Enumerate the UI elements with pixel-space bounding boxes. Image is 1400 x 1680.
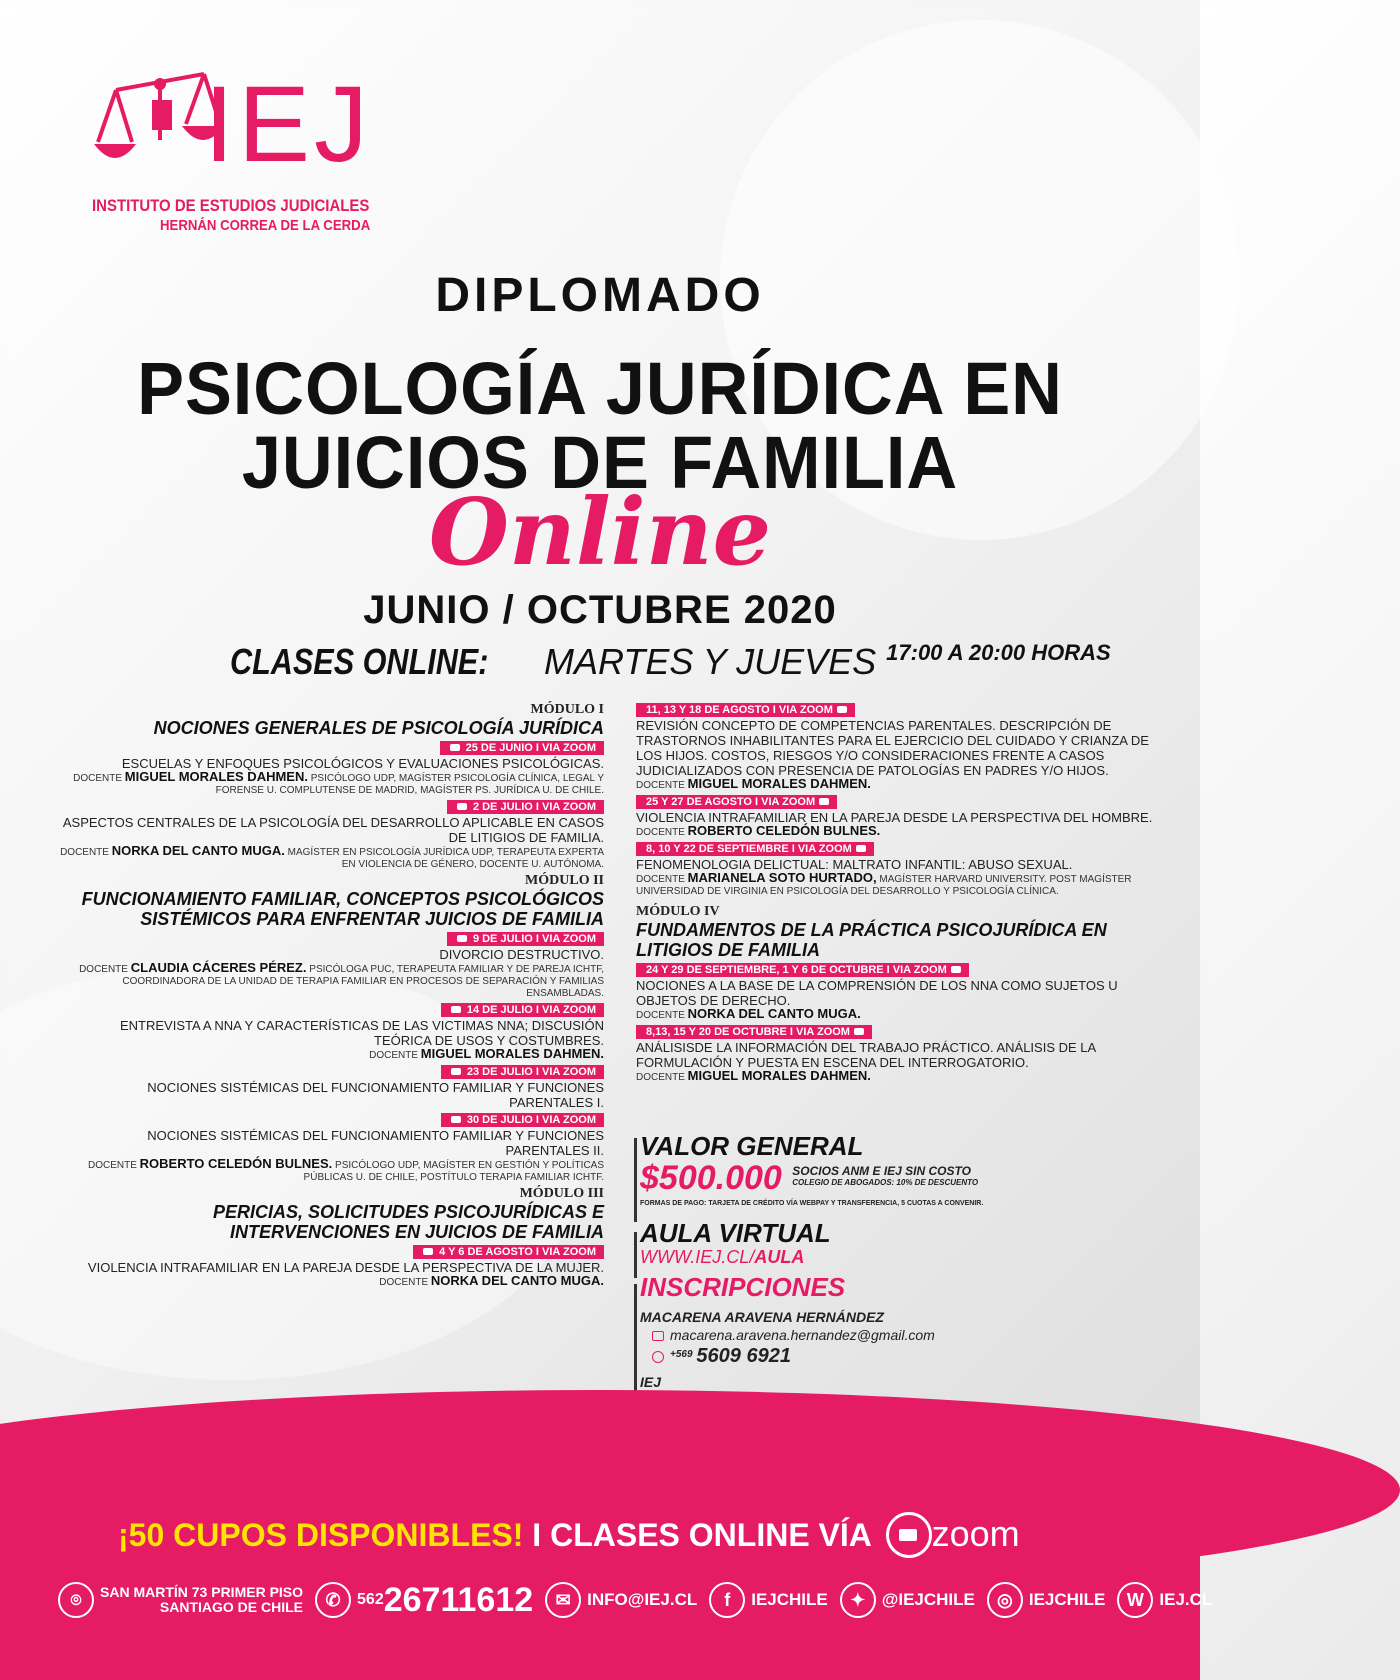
session-description: NOCIONES SISTÉMICAS DEL FUNCIONAMIENTO FAMILIAR Y FUNCIONES PARENTALES I.: [147, 1080, 604, 1110]
facebook-link[interactable]: f IEJCHILE: [709, 1582, 828, 1618]
session-date-tag: 8, 10 Y 22 DE SEPTIEMBRE I VIA ZOOM: [636, 842, 874, 856]
twitter-icon: ✦: [840, 1582, 876, 1618]
session-date-tag: 24 Y 29 DE SEPTIEMBRE, 1 Y 6 DE OCTUBRE I VIA ZOOM: [636, 963, 969, 977]
camera-icon: [457, 935, 467, 942]
facebook-icon: f: [709, 1582, 745, 1618]
session-description: ASPECTOS CENTRALES DE LA PSICOLOGÍA DEL DESARROLLO APLICABLE EN CASOS DE LITIGIOS DE FAMILIA.: [62, 815, 604, 845]
footer-contact-bar: [58, 1570, 1213, 1630]
session-teacher: DOCENTE NORKA DEL CANTO MUGA.: [636, 1006, 861, 1021]
camera-icon: [457, 803, 467, 810]
program-title-line2: JUICIOS DE FAMILIA: [241, 421, 959, 504]
program-title-line1: PSICOLOGÍA JURÍDICA EN: [137, 347, 1063, 430]
camera-icon: [819, 798, 829, 805]
session-teacher: DOCENTE NORKA DEL CANTO MUGA. MAGÍSTER EN PSICOLOGÍA JURÍDICA UDP, TERAPEUTA EXPERTA EN VIOLENCIA DE GÉNERO, DOCENTE U. AUTÓNOMA.: [60, 843, 604, 870]
price-notes: [792, 1164, 978, 1187]
contact-name: MACARENA ARAVENA HERNÁNDEZ: [640, 1309, 884, 1325]
pricing-and-registration: [640, 1132, 1060, 1433]
schedule-hours: 17:00 A 20:00 HORAS: [886, 640, 1111, 665]
session-description: NOCIONES SISTÉMICAS DEL FUNCIONAMIENTO FAMILIAR Y FUNCIONES PARENTALES II.: [147, 1128, 604, 1158]
session-date-tag: 8,13, 15 Y 20 DE OCTUBRE I VIA ZOOM: [636, 1025, 872, 1039]
phone-icon: ✆: [315, 1582, 351, 1618]
program-type: DIPLOMADO: [435, 269, 765, 322]
program-dates: JUNIO / OCTUBRE 2020: [363, 588, 837, 632]
online-script: Online: [428, 478, 772, 586]
address: ⌾ SAN MARTÍN 73 PRIMER PISO SANTIAGO DE CHILE: [58, 1582, 303, 1618]
divider: [634, 1232, 637, 1278]
session-teacher: DOCENTE MIGUEL MORALES DAHMEN.: [636, 776, 871, 791]
session-date-tag: 25 DE JUNIO I VIA ZOOM: [440, 741, 604, 755]
class-schedule: [230, 640, 1111, 683]
camera-icon: [450, 744, 460, 751]
camera-icon: [854, 1028, 864, 1035]
institute-founder: HERNÁN CORREA DE LA CERDA: [160, 217, 371, 234]
modules-left-column: [60, 700, 604, 1289]
module-title: FUNDAMENTOS DE LA PRÁCTICA PSICOJURÍDICA EN LITIGIOS DE FAMILIA: [636, 920, 1107, 960]
session-description: ESCUELAS Y ENFOQUES PSICOLÓGICOS Y EVALUACIONES PSICOLÓGICAS.: [121, 756, 604, 771]
phone[interactable]: ✆ 562 26711612: [315, 1581, 533, 1620]
camera-icon: [856, 845, 866, 852]
module-label: MÓDULO II: [525, 873, 604, 888]
contact-phone-row[interactable]: $^{+569}$ 5609 6921: [652, 1345, 1060, 1368]
zoom-wordmark: zoom: [931, 1513, 1020, 1554]
session-description: NOCIONES A LA BASE DE LA COMPRENSIÓN DE LOS NNA COMO SUJETOS U OBJETOS DE DERECHO.: [636, 978, 1118, 1008]
session-date-tag: 4 Y 6 DE AGOSTO I VIA ZOOM: [413, 1245, 604, 1259]
schedule-days: MARTES Y JUEVES: [534, 641, 887, 682]
session-date-tag: 30 DE JULIO I VIA ZOOM: [441, 1113, 604, 1127]
camera-icon: [451, 1116, 461, 1123]
camera-icon: [451, 1006, 461, 1013]
price-heading: VALOR GENERAL: [640, 1131, 864, 1161]
price-value: $500.000: [640, 1159, 782, 1197]
mail-icon: ✉: [545, 1582, 581, 1618]
zoom-icon: [886, 1512, 932, 1558]
mail-icon: [652, 1331, 664, 1341]
session-teacher: DOCENTE MIGUEL MORALES DAHMEN. PSICÓLOGO UDP, MAGÍSTER PSICOLOGÍA CLÍNICA, LEGAL Y FORENSE U. COMPLUTENSE DE MADRID, MAGÍSTER PS. JURÍDICA U. DE CHILE.: [73, 769, 604, 796]
camera-icon: [451, 1068, 461, 1075]
session-date-tag: 14 DE JULIO I VIA ZOOM: [441, 1003, 604, 1017]
camera-icon: [837, 706, 847, 713]
session-description: VIOLENCIA INTRAFAMILIAR EN LA PAREJA DESDE LA PERSPECTIVA DE LA MUJER.: [87, 1260, 604, 1275]
footer-band: [0, 1440, 1200, 1680]
module-title: FUNCIONAMIENTO FAMILIAR, CONCEPTOS PSICOLÓGICOS SISTÉMICOS PARA ENFRENTAR JUICIOS DE FAMILIA: [81, 889, 604, 929]
session-date-tag: 23 DE JULIO I VIA ZOOM: [441, 1065, 604, 1079]
module-title: PERICIAS, SOLICITUDES PSICOJURÍDICAS E INTERVENCIONES EN JUICIOS DE FAMILIA: [212, 1202, 604, 1242]
session-description: REVISIÓN CONCEPTO DE COMPETENCIAS PARENTALES. DESCRIPCIÓN DE TRASTORNOS INHABILITANTES PARA EL EJERCICIO DEL CUIDADO Y CRIANZA DE LOS HIJOS. COSTOS, RIESGOS Y/O CONSIDERACIONES FRENTE A CASOS JUDICIALIZADOS CON PRESENCIA DE PATOLOGÍAS EN PADRES Y/O HIJOS.: [636, 718, 1149, 778]
session-description: VIOLENCIA INTRAFAMILIAR EN LA PAREJA DESDE LA PERSPECTIVA DEL HOMBRE.: [636, 810, 1153, 825]
session-description: ANÁLISISDE LA INFORMACIÓN DEL TRABAJO PRÁCTICO. ANÁLISIS DE LA FORMULACIÓN Y PUESTA EN ESCENA DEL INTERROGATORIO.: [636, 1040, 1096, 1070]
wikipedia-icon: W: [1117, 1582, 1153, 1618]
institute-name: INSTITUTO DE ESTUDIOS JUDICIALES: [92, 196, 370, 215]
session-date-tag: 11, 13 Y 18 DE AGOSTO I VIA ZOOM: [636, 703, 855, 717]
camera-icon: [423, 1248, 433, 1255]
session-teacher: DOCENTE MIGUEL MORALES DAHMEN.: [369, 1046, 604, 1061]
divider: [634, 1138, 637, 1222]
session-teacher: DOCENTE MARIANELA SOTO HURTADO, MAGÍSTER HARVARD UNIVERSITY. POST MAGÍSTER UNIVERSIDAD DE VIRGINIA EN PSICOLOGÍA DEL DESARROLLO Y PSICOLOGÍA CLÍNICA.: [636, 870, 1132, 897]
aula-heading: AULA VIRTUAL: [640, 1218, 831, 1248]
session-description: ENTREVISTA A NNA Y CARACTERÍSTICAS DE LAS VICTIMAS NNA; DISCUSIÓN TEÓRICA DE USOS Y COSTUMBRES.: [119, 1018, 604, 1048]
session-date-tag: 9 DE JULIO I VIA ZOOM: [447, 932, 604, 946]
session-teacher: DOCENTE ROBERTO CELEDÓN BULNES. PSICÓLOGO UDP, MAGÍSTER EN GESTIÓN Y POLÍTICAS PÚBLICAS U. DE CHILE, POSTÍTULO TERAPIA FAMILIAR ICHTF.: [87, 1156, 604, 1183]
modules-right-column: [636, 700, 1156, 1084]
location-pin-icon: ⌾: [58, 1582, 94, 1618]
instagram-link[interactable]: ◎ IEJCHILE: [987, 1582, 1106, 1618]
session-description: DIVORCIO DESTRUCTIVO.: [439, 947, 604, 962]
schedule-label: CLASES ONLINE:: [230, 641, 489, 682]
price-note-discount: COLEGIO DE ABOGADOS: 10% DE DESCUENTO: [792, 1178, 979, 1187]
session-teacher: DOCENTE MIGUEL MORALES DAHMEN.: [636, 1068, 871, 1083]
whatsapp-icon: [652, 1351, 664, 1363]
contact-name: IEJ: [640, 1374, 662, 1390]
module-label: MÓDULO III: [519, 1186, 604, 1201]
twitter-link[interactable]: ✦ @IEJCHILE: [840, 1582, 975, 1618]
payment-methods: FORMAS DE PAGO: TARJETA DE CRÉDITO VÍA WEBPAY Y TRANSFERENCIA, 5 CUOTAS A CONVENIR.: [640, 1200, 984, 1207]
instagram-icon: ◎: [987, 1582, 1023, 1618]
online-via: CLASES ONLINE VÍA: [550, 1517, 871, 1553]
iej-logo: [86, 60, 373, 240]
module-title: NOCIONES GENERALES DE PSICOLOGÍA JURÍDICA: [153, 718, 604, 738]
email-link[interactable]: ✉ INFO@IEJ.CL: [545, 1582, 697, 1618]
availability-banner: ¡50 CUPOS DISPONIBLES! I CLASES ONLINE VÍA zoom: [118, 1512, 1020, 1558]
registration-heading: INSCRIPCIONES: [640, 1272, 846, 1302]
camera-icon: [951, 966, 961, 973]
aula-link[interactable]: WWW.IEJ.CL/AULA: [640, 1247, 805, 1267]
session-description: FENOMENOLOGIA DELICTUAL: MALTRATO INFANTIL: ABUSO SEXUAL.: [636, 857, 1073, 872]
contact-email-row[interactable]: macarena.aravena.hernandez@gmail.com: [652, 1327, 1060, 1343]
session-date-tag: 2 DE JULIO I VIA ZOOM: [447, 800, 604, 814]
price-note-members: SOCIOS ANM E IEJ SIN COSTO: [792, 1164, 971, 1178]
module-label: MÓDULO I: [530, 702, 604, 717]
session-date-tag: 25 Y 27 DE AGOSTO I VIA ZOOM: [636, 795, 837, 809]
session-teacher: DOCENTE CLAUDIA CÁCERES PÉREZ. PSICÓLOGA PUC, TERAPEUTA FAMILIAR Y DE PAREJA ICHTF, COORDINADORA DE LA UNIDAD DE TERAPIA FAMILIAR EN PROCESOS DE SEPARACIÓN Y FAMILIAS ENSAMBLADAS.: [79, 960, 604, 999]
module-label: MÓDULO IV: [636, 904, 720, 919]
session-teacher: DOCENTE NORKA DEL CANTO MUGA.: [379, 1273, 604, 1288]
session-teacher: DOCENTE ROBERTO CELEDÓN BULNES.: [636, 823, 881, 838]
website-link[interactable]: W IEJ.CL: [1117, 1582, 1212, 1618]
seats-available: ¡50 CUPOS DISPONIBLES!: [118, 1517, 524, 1553]
logo-letters: IEJ: [204, 63, 373, 184]
